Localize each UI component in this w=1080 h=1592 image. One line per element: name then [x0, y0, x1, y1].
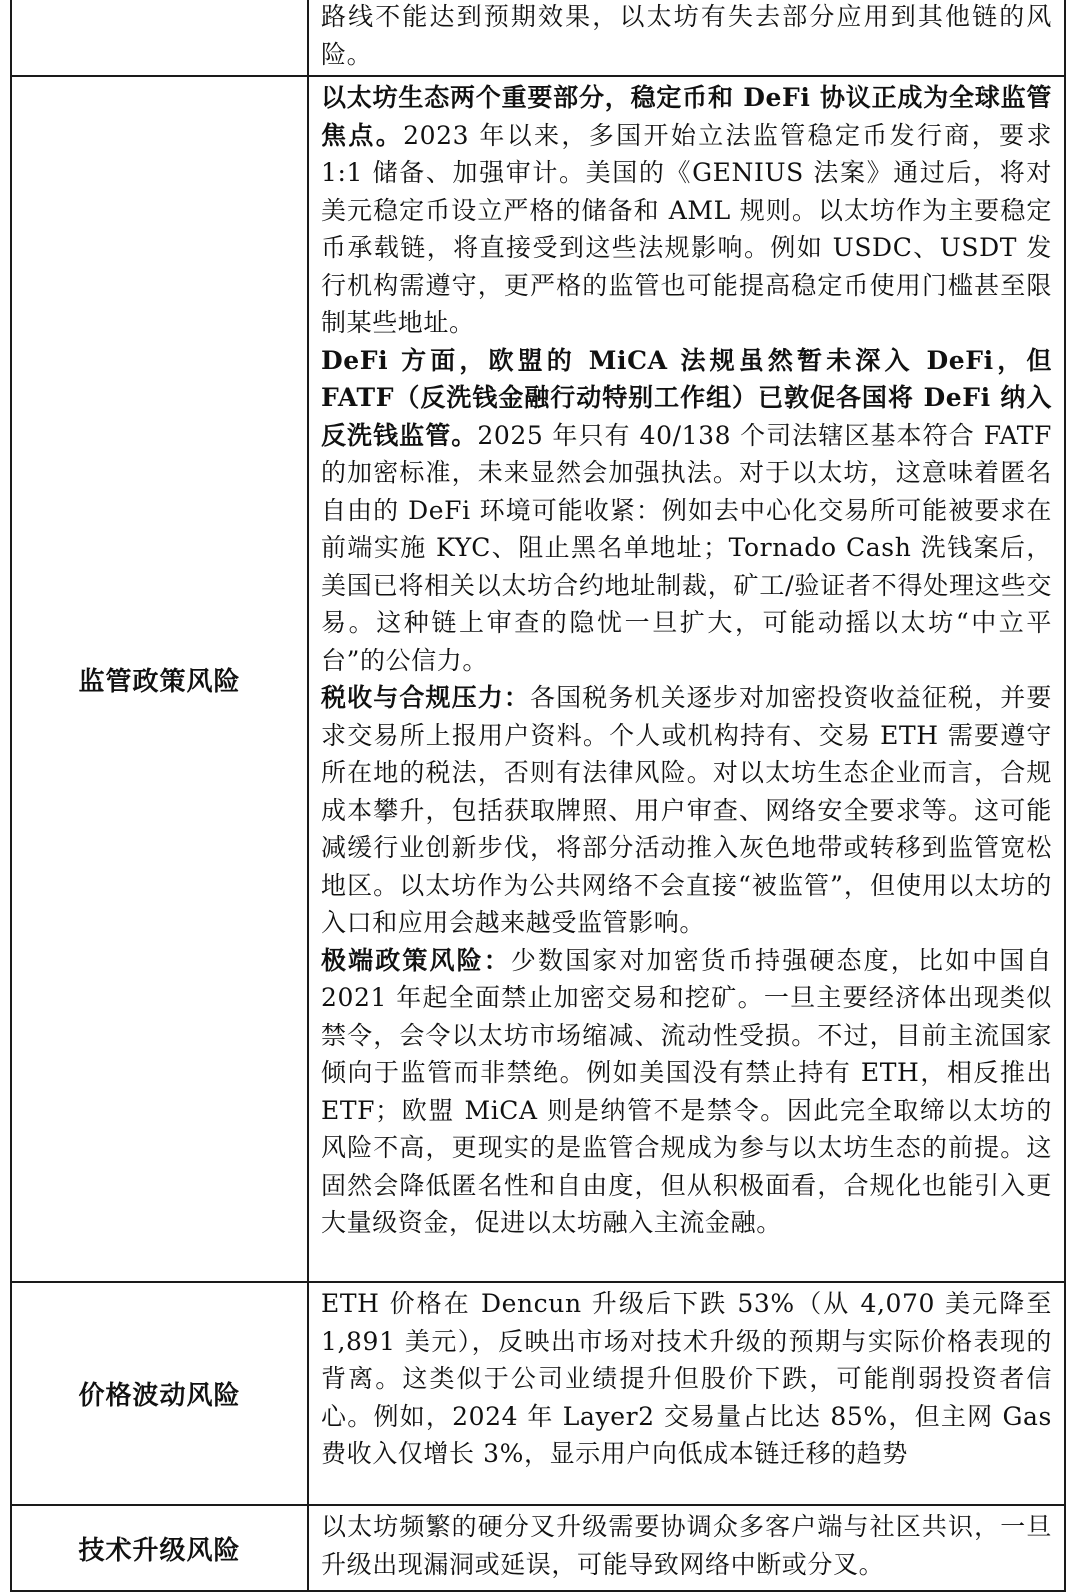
row-label: 价格波动风险 [78, 1381, 241, 1411]
row-label: 技术升级风险 [78, 1535, 241, 1566]
paragraph: 以太坊生态两个重要部分，稳定币和 DeFi 协议正成为全球监管焦点。2023 年以来，多国开始立法监管稳定币发行商，要求 1:1 储备、加强审计。美国的《GENIUS 法案》通过后，将对美元稳定币设立严格的储备和 AML 规则。以太坊作为主要稳定币承载链，将直接受到这些法规影响。例如 USDC、USDT 发行机构需遵守，更严格的监管也可能提高稳定币使用门槛甚至限制某些地址。 [321, 83, 1052, 337]
row-text-cell [308, 1505, 1065, 1591]
risk-table [10, 0, 1066, 1592]
row-label-cell [11, 1282, 308, 1505]
row-text-cell [308, 76, 1065, 1282]
table-row [11, 1505, 1065, 1591]
row-label-cell [11, 0, 308, 76]
paragraph: 税收与合规压力：各国税务机关逐步对加密投资收益征税，并要求交易所上报用户资料。个人或机构持有、交易 ETH 需要遵守所在地的税法，否则有法律风险。对以太坊生态企业而言，合规成本攀升，包括获取牌照、用户审查、网络安全要求等。这可能减缓行业创新步伐，将部分活动推入灰色地带或转移到监管宽松地区。以太坊作为公共网络不会直接“被监管”，但使用以太坊的入口和应用会越来越受监管影响。 [321, 683, 1052, 937]
row-text-cell [308, 1282, 1065, 1505]
paragraph: 以太坊频繁的硬分叉升级需要协调众多客户端与社区共识，一旦升级出现漏洞或延误，可能导致网络中断或分叉。 [321, 1512, 1052, 1579]
table-row [11, 1282, 1065, 1505]
table-row [11, 0, 1065, 76]
paragraph: DeFi 方面，欧盟的 MiCA 法规虽然暂未深入 DeFi，但 FATF（反洗钱金融行动特别工作组）已敦促各国将 DeFi 纳入反洗钱监管。2025 年只有 40/138 个司法辖区基本符合 FATF 的加密标准，未来显然会加强执法。对于以太坊，这意味着匿名自由的 DeFi 环境可能收紧：例如去中心化交易所可能被要求在前端实施 KYC、阻止黑名单地址；Tornado Cash 洗钱案后，美国已将相关以太坊合约地址制裁，矿工/验证者不得处理这些交易。这种链上审查的隐忧一旦扩大，可能动摇以太坊“中立平台”的公信力。 [321, 345, 1052, 675]
row-text-cell [308, 0, 1065, 76]
row-label-cell [11, 76, 308, 1282]
paragraph: ETH 价格在 Dencun 升级后下跌 53%（从 4,070 美元降至 1,891 美元），反映出市场对技术升级的预期与实际价格表现的背离。这类似于公司业绩提升但股价下跌，可能削弱投资者信心。例如，2024 年 Layer2 交易量占比达 85%，但主网 Gas 费收入仅增长 3%，显示用户向低成本链迁移的趋势 [321, 1289, 1052, 1468]
row-label-cell [11, 1505, 308, 1591]
paragraph: 极端政策风险：少数国家对加密货币持强硬态度，比如中国自 2021 年起全面禁止加密交易和挖矿。一旦主要经济体出现类似禁令，会令以太坊市场缩减、流动性受损。不过，目前主流国家倾向于监管而非禁绝。例如美国没有禁止持有 ETH，相反推出 ETF；欧盟 MiCA 则是纳管不是禁令。因此完全取缔以太坊的风险不高，更现实的是监管合规成为参与以太坊生态的前提。这固然会降低匿名性和自由度，但从积极面看，合规化也能引入更大量级资金，促进以太坊融入主流金融。 [321, 945, 1052, 1237]
paragraph: 路线不能达到预期效果，以太坊有失去部分应用到其他链的风险。 [321, 2, 1052, 69]
table-row [11, 76, 1065, 1282]
row-label: 监管政策风险 [78, 666, 241, 697]
